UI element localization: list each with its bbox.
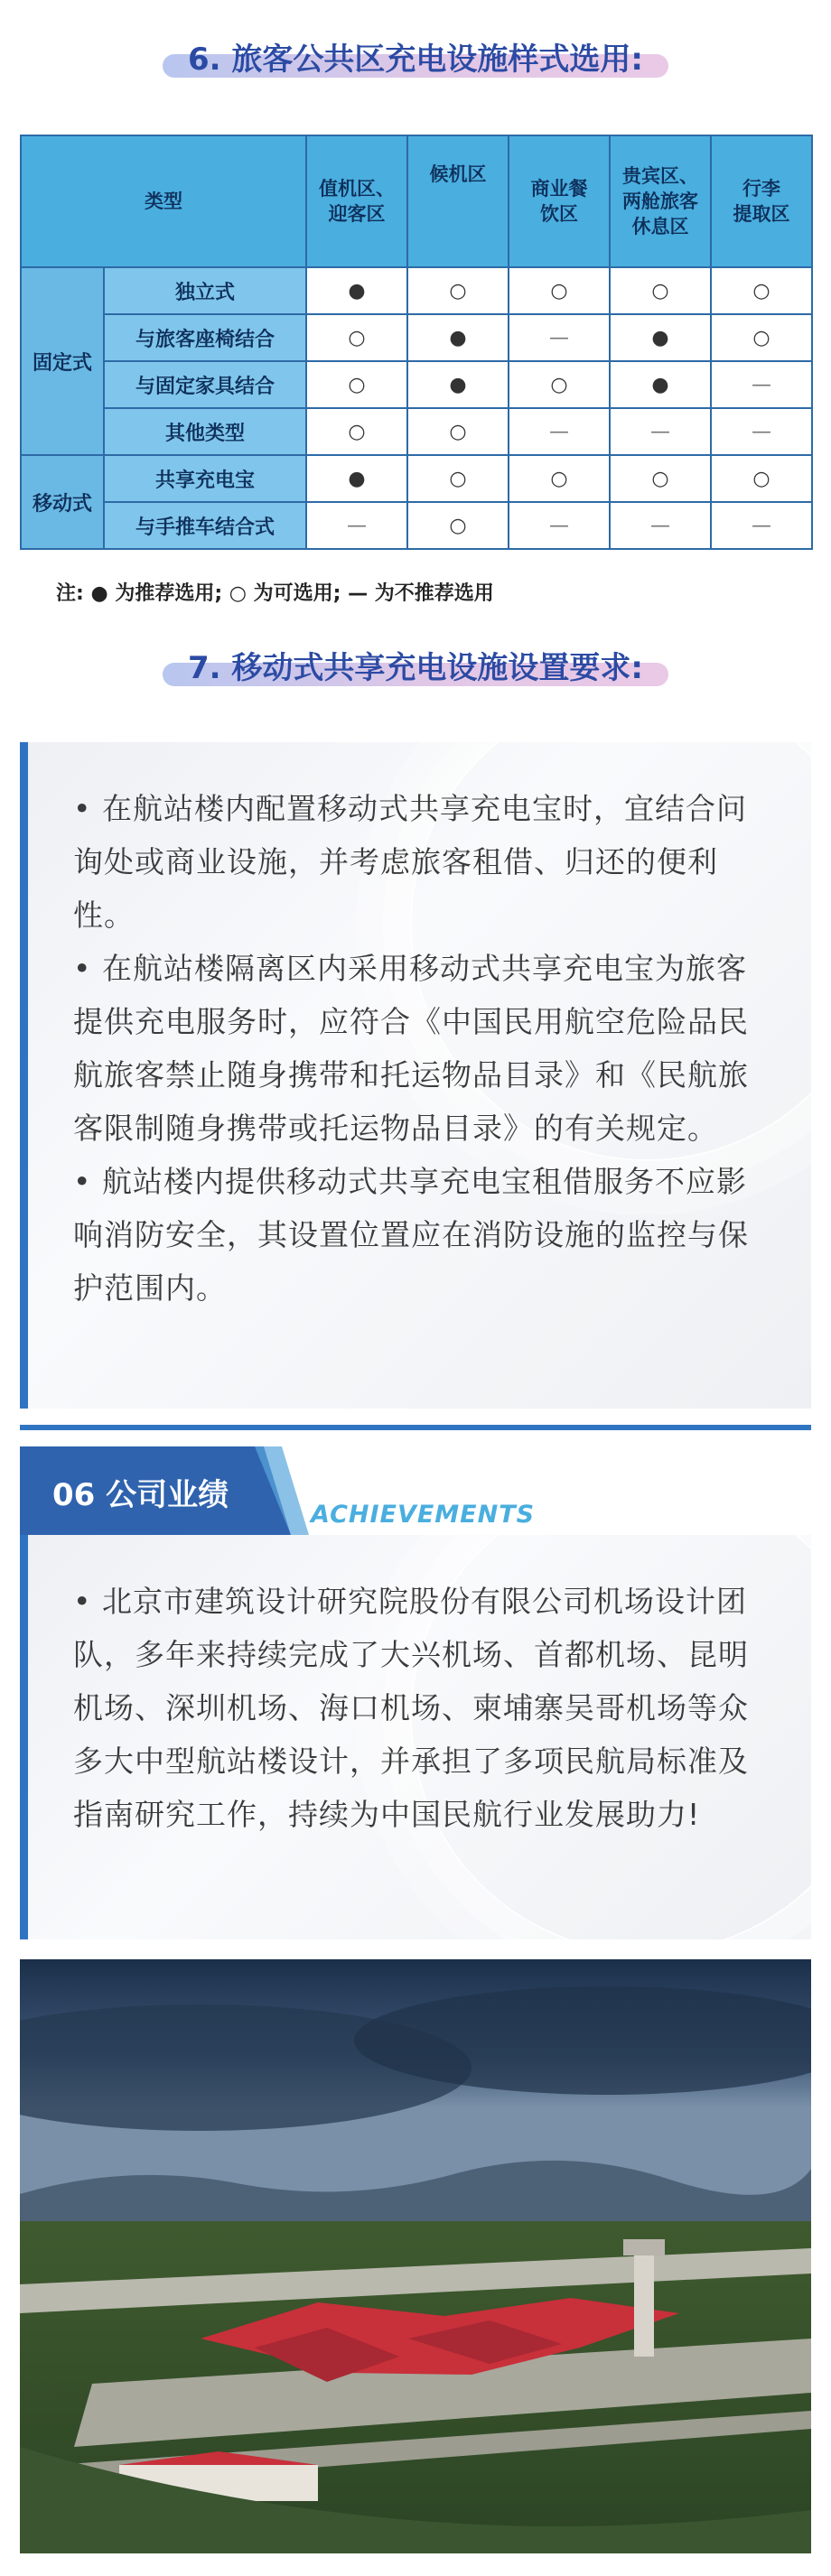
header-type: 类型 — [21, 135, 306, 267]
section-7-title — [0, 643, 831, 693]
table-cell: ● — [610, 314, 711, 361]
table-cell: — — [610, 408, 711, 455]
header-vip-line1: 贵宾区、 — [622, 165, 698, 187]
requirement-paragraph: • 航站楼内提供移动式共享充电宝租借服务不应影响消防安全，其设置位置应在消防设施的监控与保护范围内。 — [73, 1164, 749, 1306]
header-dining-line1: 商业餐 — [530, 178, 588, 200]
table-cell: ● — [407, 361, 509, 408]
table-cell: ○ — [306, 314, 407, 361]
row-label: 与手推车结合式 — [104, 502, 306, 549]
header-vip — [610, 135, 711, 267]
table-cell: ● — [306, 455, 407, 502]
table-cell: — — [509, 408, 610, 455]
table-cell: ○ — [509, 361, 610, 408]
header-dining-line2: 饮区 — [540, 203, 578, 225]
table-cell: ○ — [407, 502, 509, 549]
header-vip-line2: 两舱旅客 — [622, 191, 698, 212]
group-fixed: 固定式 — [21, 267, 104, 455]
table-legend-note: 注: ● 为推荐选用; ○ 为可选用; — 为不推荐选用 — [56, 582, 494, 605]
section-7-title-text: 7. 移动式共享充电设施设置要求: — [187, 650, 643, 686]
table-cell: — — [306, 502, 407, 549]
table-cell: ○ — [509, 267, 610, 314]
requirement-paragraph: • 在航站楼隔离区内采用移动式共享充电宝为旅客提供充电服务时，应符合《中国民用航空危险品民航旅客禁止随身携带和托运物品目录》和《民航旅客限制随身携带或托运物品目录》的有关规定。 — [73, 951, 749, 1146]
achievements-card — [20, 1535, 811, 1939]
table-cell: ○ — [711, 455, 812, 502]
header-baggage — [711, 135, 812, 267]
achievements-paragraph: • 北京市建筑设计研究院股份有限公司机场设计团队，多年来持续完成了大兴机场、首都机场、昆明机场、深圳机场、海口机场、柬埔寨吴哥机场等众多大中型航站楼设计，并承担了多项民航局标准及指南研究工作，持续为中国民航行业发展助力! — [73, 1584, 749, 1832]
header-waiting-line1: 候机区 — [429, 163, 487, 185]
section-6-title-text: 6. 旅客公共区充电设施样式选用: — [187, 42, 643, 78]
table-cell: — — [711, 408, 812, 455]
airport-aerial-photo — [20, 1959, 811, 2553]
table-cell: ○ — [306, 408, 407, 455]
table-cell: — — [509, 314, 610, 361]
header-vip-line3: 休息区 — [631, 216, 689, 237]
row-label: 与固定家具结合 — [104, 361, 306, 408]
achievements-header — [20, 1446, 811, 1535]
table-cell: ○ — [407, 408, 509, 455]
table-cell: — — [711, 361, 812, 408]
table-cell: ○ — [711, 314, 812, 361]
table-cell: — — [711, 502, 812, 549]
header-checkin-line1: 值机区、 — [319, 178, 395, 200]
header-dining — [509, 135, 610, 267]
table-cell: ○ — [407, 455, 509, 502]
table-cell: ○ — [711, 267, 812, 314]
group-mobile: 移动式 — [21, 455, 104, 549]
header-baggage-line2: 提取区 — [733, 203, 790, 225]
row-label: 其他类型 — [104, 408, 306, 455]
header-baggage-line1: 行李 — [742, 178, 780, 200]
table-cell: ● — [407, 314, 509, 361]
mobile-charging-requirements-card — [20, 742, 811, 1409]
table-cell: ● — [306, 267, 407, 314]
table-cell: — — [509, 502, 610, 549]
section-6-title — [0, 34, 831, 85]
table-cell: ○ — [306, 361, 407, 408]
table-cell: ○ — [610, 455, 711, 502]
header-waiting — [407, 135, 509, 267]
achievements-en-label: ACHIEVEMENTS — [311, 1501, 536, 1529]
achievements-label: 06 公司业绩 — [52, 1477, 229, 1513]
table-cell: ○ — [407, 267, 509, 314]
row-label: 与旅客座椅结合 — [104, 314, 306, 361]
table-cell: ● — [610, 361, 711, 408]
table-cell: ○ — [509, 455, 610, 502]
header-checkin — [306, 135, 407, 267]
charging-style-table — [20, 135, 813, 550]
row-label: 共享充电宝 — [104, 455, 306, 502]
requirement-paragraph: • 在航站楼内配置移动式共享充电宝时，宜结合问询处或商业设施，并考虑旅客租借、归还的便利性。 — [73, 791, 747, 933]
header-checkin-line2: 迎客区 — [328, 203, 386, 225]
airport-photo-illustration — [20, 1959, 811, 2553]
table-cell: ○ — [610, 267, 711, 314]
divider-bar — [20, 1425, 811, 1430]
row-label: 独立式 — [104, 267, 306, 314]
table-cell: — — [610, 502, 711, 549]
